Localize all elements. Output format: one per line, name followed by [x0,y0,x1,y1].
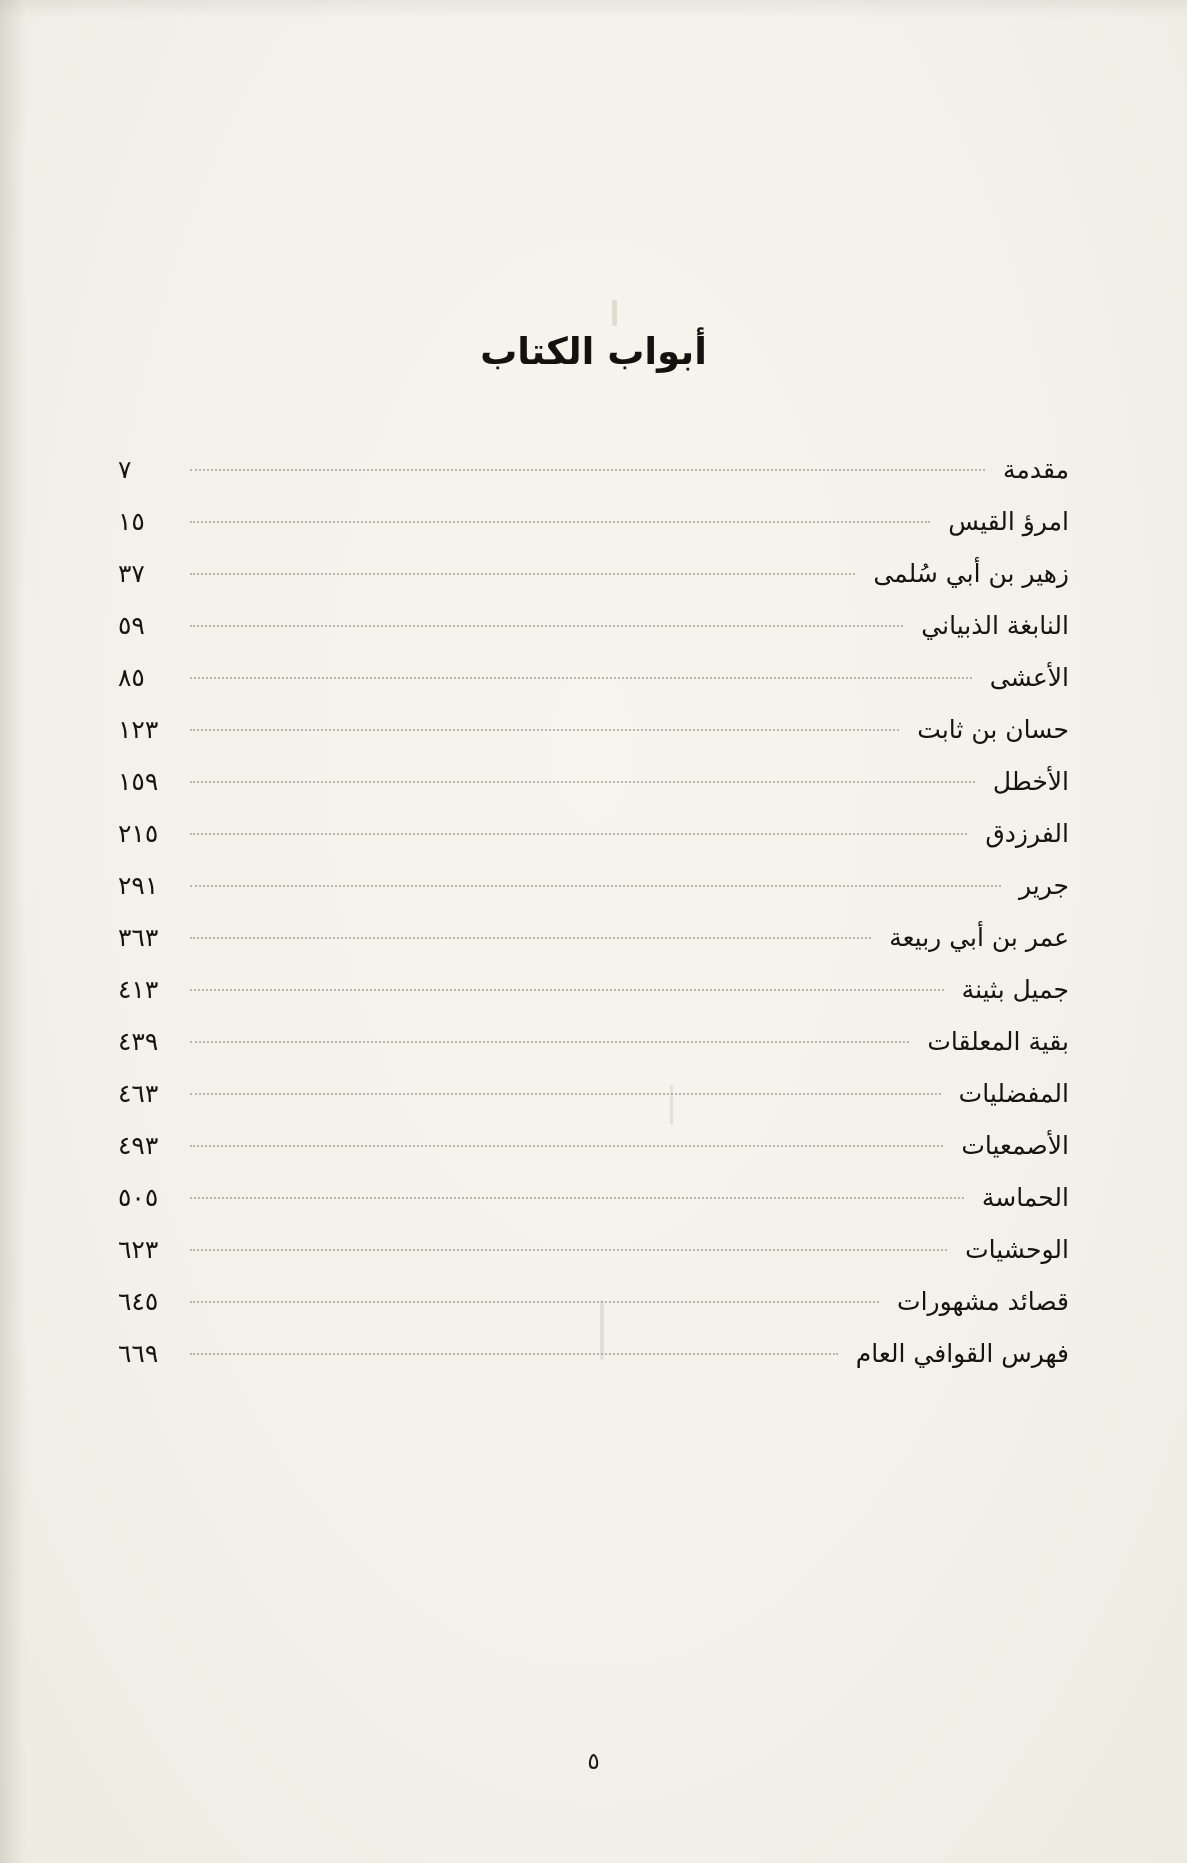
toc-entry-page-number: ٤١٣ [118,975,159,1004]
toc-leader-dots [190,1093,941,1095]
toc-entry[interactable] [118,1131,1069,1183]
toc-leader-dots [190,521,930,523]
toc-leader-dots [190,1249,947,1251]
toc-entry-label: النابغة الذبياني [921,611,1069,640]
toc-entry-label: الأخطل [992,767,1069,796]
toc-leader-dots [190,989,944,991]
toc-entry-page-number: ٦٦٩ [118,1339,159,1368]
toc-entry-page-number: ٤٦٣ [118,1079,159,1108]
toc-entry[interactable] [118,1339,1069,1391]
toc-entry-page-number: ٥٩ [118,611,145,640]
toc-entry-label: زهير بن أبي سُلمى [873,559,1069,588]
toc-leader-dots [190,469,985,471]
toc-entry-page-number: ٥٠٥ [118,1183,159,1212]
toc-entry[interactable] [118,663,1069,715]
toc-entry-label: الفرزدق [985,819,1069,848]
toc-entry-label: بقية المعلقات [927,1027,1069,1056]
toc-entry[interactable] [118,1287,1069,1339]
toc-entry-page-number: ١٥ [118,507,145,536]
toc-entry-label: جميل بثينة [961,975,1069,1004]
toc-entry-page-number: ٨٥ [118,663,145,692]
toc-entry-label: امرؤ القيس [948,507,1069,536]
toc-entry-label: فهرس القوافي العام [855,1339,1069,1368]
toc-leader-dots [190,937,871,939]
toc-entry[interactable] [118,455,1069,507]
toc-leader-dots [190,885,1001,887]
toc-leader-dots [190,1197,964,1199]
toc-leader-dots [190,1145,943,1147]
toc-entry-page-number: ١٥٩ [118,767,159,796]
toc-entry[interactable] [118,611,1069,663]
toc-entry-label: حسان بن ثابت [917,715,1069,744]
toc-entry[interactable] [118,975,1069,1027]
toc-entry[interactable] [118,715,1069,767]
toc-entry[interactable] [118,559,1069,611]
toc-entry-label: المفضليات [958,1079,1069,1108]
toc-entry-page-number: ٦٤٥ [118,1287,159,1316]
toc-entry[interactable] [118,1235,1069,1287]
toc-entry[interactable] [118,767,1069,819]
toc-entry[interactable] [118,1027,1069,1079]
toc-entry[interactable] [118,819,1069,871]
toc-entry-page-number: ٦٢٣ [118,1235,159,1264]
toc-entry-label: مقدمة [1003,455,1069,484]
toc-entry-label: قصائد مشهورات [897,1287,1069,1316]
toc-entry-page-number: ٤٩٣ [118,1131,159,1160]
toc-leader-dots [190,781,975,783]
toc-entry[interactable] [118,923,1069,975]
toc-entry-page-number: ١٢٣ [118,715,159,744]
toc-leader-dots [190,625,903,627]
toc-leader-dots [190,1301,879,1303]
toc-entry-page-number: ٣٧ [118,559,145,588]
toc-entry-label: جرير [1019,871,1069,900]
toc-entry-label: عمر بن أبي ربيعة [889,923,1069,952]
toc-entry[interactable] [118,871,1069,923]
toc-entry-label: الأعشى [989,663,1069,692]
toc-leader-dots [190,729,899,731]
folio-number: ٥ [587,1749,600,1775]
toc-entry-label: الوحشيات [965,1235,1069,1264]
toc-leader-dots [190,833,967,835]
toc-entry[interactable] [118,1079,1069,1131]
toc-entry-page-number: ٣٦٣ [118,923,159,952]
toc-entry[interactable] [118,1183,1069,1235]
toc-entry-label: الحماسة [981,1183,1069,1212]
toc-leader-dots [190,677,972,679]
toc-leader-dots [190,1353,838,1355]
toc-entry-page-number: ٢٩١ [118,871,159,900]
toc-entry-page-number: ٧ [118,455,132,484]
toc-entry[interactable] [118,507,1069,559]
toc-leader-dots [190,573,855,575]
toc-entry-page-number: ٢١٥ [118,819,159,848]
toc-leader-dots [190,1041,909,1043]
page-title: أبواب الكتاب [480,330,707,373]
table-of-contents [118,455,1069,1391]
toc-entry-label: الأصمعيات [961,1131,1069,1160]
toc-entry-page-number: ٤٣٩ [118,1027,159,1056]
